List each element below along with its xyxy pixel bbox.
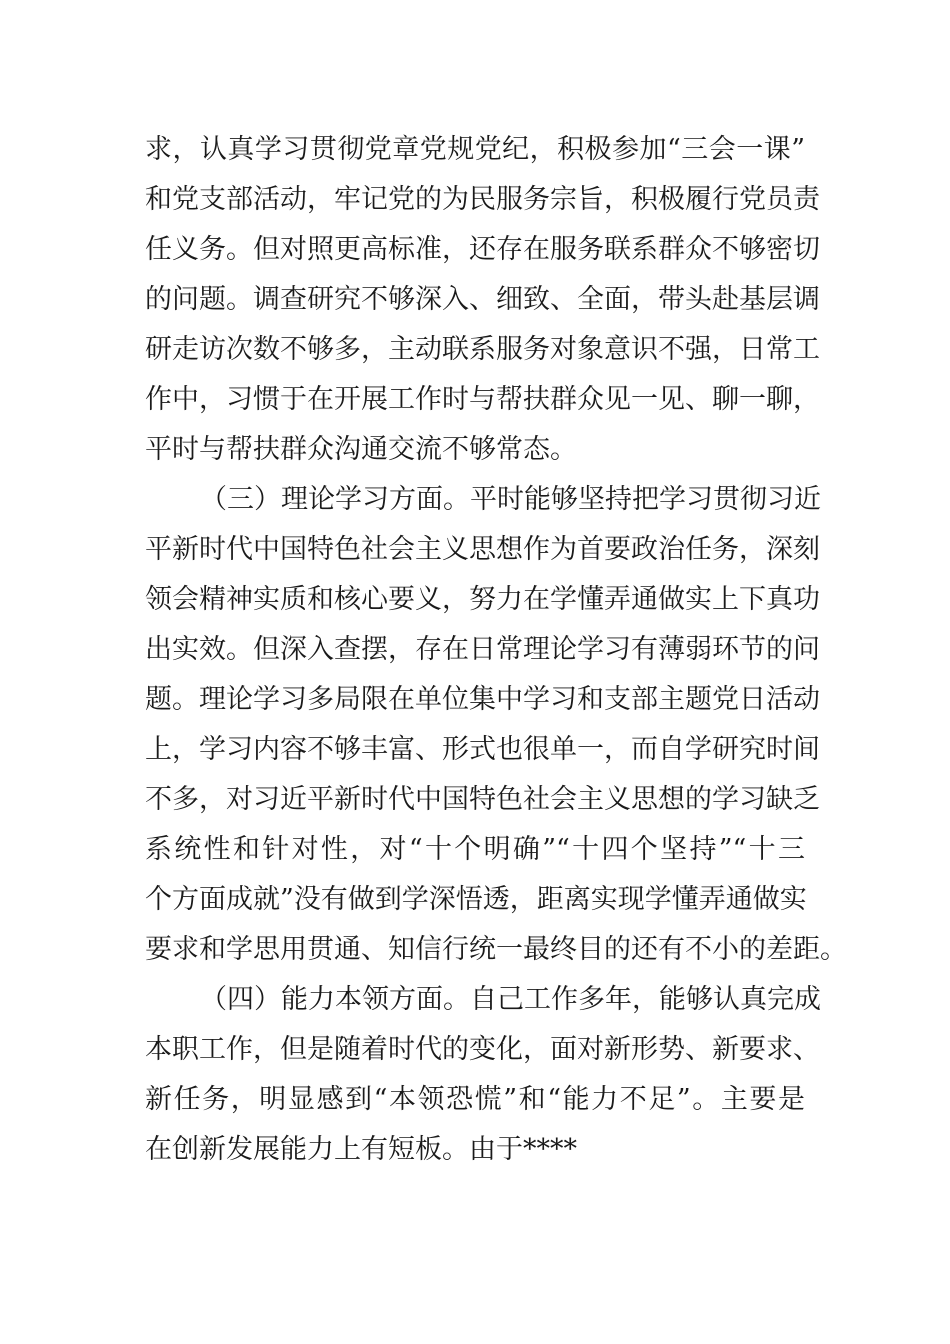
paragraph-heading-line: （三）理论学习方面。平时能够坚持把学习贯彻习近 — [200, 484, 821, 515]
text-line: 平新时代中国特色社会主义思想作为首要政治任务，深刻 — [145, 534, 820, 565]
text-line: 出实效。但深入查摆，存在日常理论学习有薄弱环节的问 — [145, 634, 820, 665]
text-line: 在创新发展能力上有短板。由于**** — [145, 1134, 577, 1165]
text-line: 个方面成就”没有做到学深悟透，距离实现学懂弄通做实 — [145, 884, 807, 915]
text-line: 求，认真学习贯彻党章党规党纪，积极参加“三会一课” — [145, 134, 805, 165]
text-line: 系统性和针对性，对“十个明确”“十四个坚持”“十三 — [145, 834, 805, 865]
text-line: 作中，习惯于在开展工作时与帮扶群众见一见、聊一聊， — [145, 384, 820, 415]
paragraph-heading-line: （四）能力本领方面。自己工作多年，能够认真完成 — [200, 984, 821, 1015]
text-line: 上，学习内容不够丰富、形式也很单一，而自学研究时间 — [145, 734, 820, 765]
text-line: 要求和学思用贯通、知信行统一最终目的还有不小的差距。 — [145, 934, 847, 965]
text-line: 研走访次数不够多，主动联系服务对象意识不强，日常工 — [145, 334, 820, 365]
text-line: 平时与帮扶群众沟通交流不够常态。 — [145, 434, 577, 465]
text-line: 的问题。调查研究不够深入、细致、全面，带头赴基层调 — [145, 284, 820, 315]
text-line: 和党支部活动，牢记党的为民服务宗旨，积极履行党员责 — [145, 184, 820, 215]
text-line: 题。理论学习多局限在单位集中学习和支部主题党日活动 — [145, 684, 820, 715]
text-line: 任义务。但对照更高标准，还存在服务联系群众不够密切 — [145, 234, 820, 265]
text-line: 新任务，明显感到“本领恐慌”和“能力不足”。主要是 — [145, 1084, 805, 1115]
text-line: 不多，对习近平新时代中国特色社会主义思想的学习缺乏 — [145, 784, 820, 815]
text-line: 领会精神实质和核心要义，努力在学懂弄通做实上下真功 — [145, 584, 820, 615]
text-line: 本职工作，但是随着时代的变化，面对新形势、新要求、 — [145, 1034, 820, 1065]
